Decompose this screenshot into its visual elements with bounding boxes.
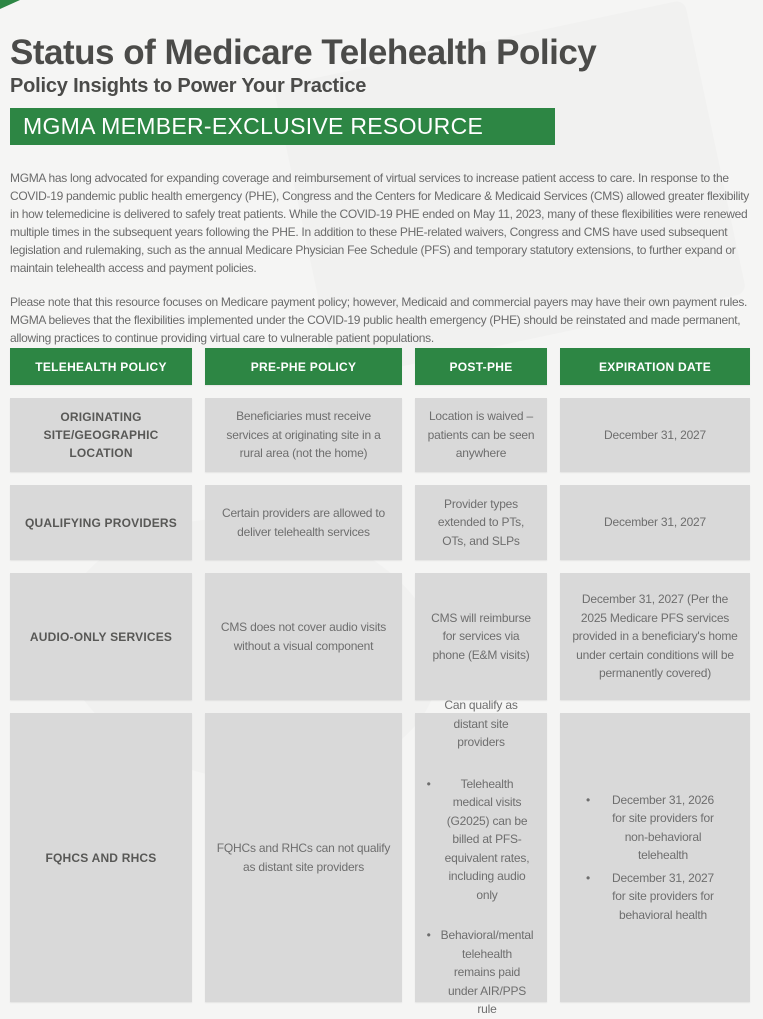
policy-table xyxy=(10,348,750,1017)
fqhcs-expiration-bullet: • December 31, 2026 for site providers for non-behavioral telehealth xyxy=(574,791,736,865)
cell-originating-site-post-phe: Location is waived – patients can be seen anywhere xyxy=(415,398,547,472)
fqhcs-post-phe-intro: Can qualify as distant site providers xyxy=(444,698,518,750)
cell-audio-only-policy: AUDIO-ONLY SERVICES xyxy=(10,573,192,700)
member-exclusive-banner: MGMA MEMBER-EXCLUSIVE RESOURCE xyxy=(10,108,555,145)
cell-qualifying-providers-policy: QUALIFYING PROVIDERS xyxy=(10,485,192,560)
fqhcs-expiration-bullet-list xyxy=(574,791,736,925)
cell-fqhcs-pre-phe: FQHCs and RHCs can not qualify as distant site providers xyxy=(205,713,402,1002)
cell-audio-only-post-phe: CMS will reimburse for services via phone (E&M visits) xyxy=(415,573,547,700)
corner-accent-shape xyxy=(0,0,20,9)
fqhcs-post-phe-bullet: • Telehealth medical visits (G2025) can be billed at PFS-equivalent rates, including audio only xyxy=(425,775,538,905)
intro-paragraph-2: Please note that this resource focuses on Medicare payment policy; however, Medicaid and commercial payers may have their own payment rules. MGMA believes that the flexibilities implemented under the COVID-19 public health emergency (PHE) should be reinstated and made permanent, allowing practices to continue providing virtual care to vulnerable patient populations. xyxy=(10,295,748,345)
header-telehealth-policy: TELEHEALTH POLICY xyxy=(10,348,192,385)
cell-audio-only-expiration: December 31, 2027 (Per the 2025 Medicare PFS services provided in a beneficiary's home under certain conditions will be permanently covered) xyxy=(560,573,750,700)
cell-originating-site-pre-phe: Beneficiaries must receive services at originating site in a rural area (not the home) xyxy=(205,398,402,472)
cell-originating-site-expiration: December 31, 2027 xyxy=(560,398,750,472)
page-subtitle: Policy Insights to Power Your Practice xyxy=(10,74,367,97)
cell-qualifying-providers-expiration: December 31, 2027 xyxy=(560,485,750,560)
page-title: Status of Medicare Telehealth Policy xyxy=(10,33,597,73)
cell-fqhcs-post-phe xyxy=(415,698,547,1017)
fqhcs-post-phe-bullet: • Behavioral/mental telehealth remains paid under AIR/PPS rule xyxy=(425,926,538,1019)
cell-fqhcs-policy: FQHCS AND RHCS xyxy=(10,713,192,1002)
cell-qualifying-providers-pre-phe: Certain providers are allowed to deliver telehealth services xyxy=(205,485,402,560)
header-expiration-date: EXPIRATION DATE xyxy=(560,348,750,385)
header-pre-phe-policy: PRE-PHE POLICY xyxy=(205,348,402,385)
cell-qualifying-providers-post-phe: Provider types extended to PTs, OTs, and SLPs xyxy=(415,485,547,560)
cell-fqhcs-expiration xyxy=(560,713,750,1002)
cell-audio-only-pre-phe: CMS does not cover audio visits without a visual component xyxy=(205,573,402,700)
cell-originating-site-policy: ORIGINATING SITE/GEOGRAPHIC LOCATION xyxy=(10,398,192,472)
fqhcs-expiration-bullet: • December 31, 2027 for site providers for behavioral health xyxy=(574,869,736,925)
fqhcs-post-phe-bullet-list xyxy=(425,775,538,1019)
intro-paragraph-1: MGMA has long advocated for expanding coverage and reimbursement of virtual services to increase patient access to care. In response to the COVID-19 pandemic public health emergency (PHE), Congress and the Centers for Medicare & Medicaid Services (CMS) allowed greater flexibility in how telemedicine is delivered to safely treat patients. While the COVID-19 PHE ended on May 11, 2023, many of these flexibilities were renewed multiple times in the subsequent years following the PHE. In addition to these PHE-related waivers, Congress and CMS have used subsequent legislation and rulemaking, such as the annual Medicare Physician Fee Schedule (PFS) and temporary statutory extensions, to further expand or maintain telehealth access and payment policies. xyxy=(10,171,749,275)
header-post-phe: POST-PHE xyxy=(415,348,547,385)
